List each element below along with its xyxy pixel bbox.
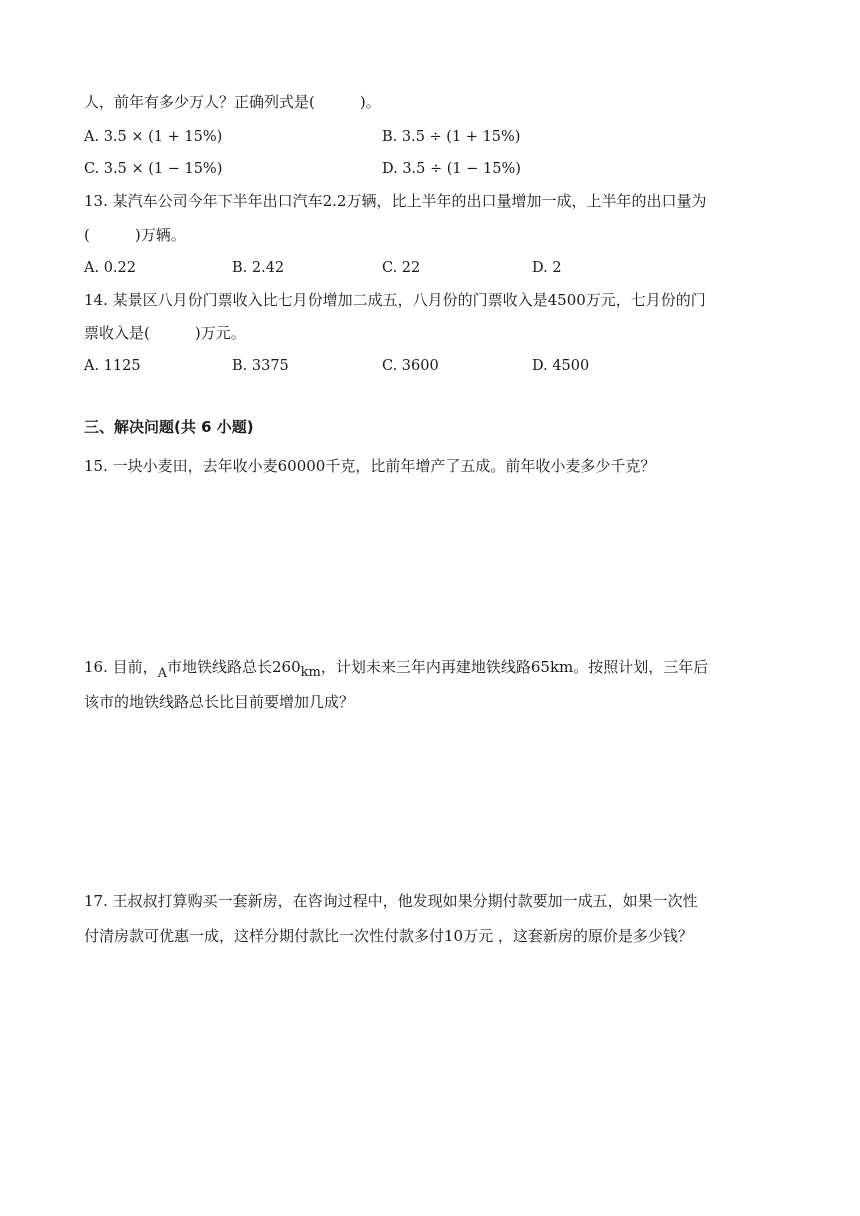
q16-unit: km [300,665,321,680]
q13-stem-line2: ( )万辆。 [84,226,186,244]
q16-mid: 市地铁线路总长260 [167,658,301,676]
q12-stem-tail: 人，前年有多少万人？正确列式是( )。 [84,93,381,111]
q16-stem-line1 [84,657,708,679]
q12-option-b: B. 3.5 ÷ (1 + 15%) [382,129,521,145]
q14-option-c: C. 3600 [382,358,439,374]
q14-stem-line1: 14. 某景区八月份门票收入比七月份增加二成五，八月份的门票收入是4500万元，七月份的门 [84,291,706,309]
q17-stem-line1: 17. 王叔叔打算购买一套新房，在咨询过程中，他发现如果分期付款要加一成五，如果一次性 [84,892,698,910]
q16-suffix: ，计划未来三年内再建地铁线路65km。按照计划，三年后 [320,658,709,676]
q13-option-a: A. 0.22 [84,260,136,276]
q14-option-a: A. 1125 [84,358,141,374]
q13-option-d: D. 2 [532,260,562,276]
q13-option-c: C. 22 [382,260,421,276]
section-heading: 三、解决问题(共 6 小题) [84,418,254,436]
q14-option-d: D. 4500 [532,358,590,374]
q17-stem-line2: 付清房款可优惠一成，这样分期付款比一次性付款多付10万元 ，这套新房的原价是多少钱？ [84,927,693,945]
q14-stem-line2: 票收入是( )万元。 [84,324,246,342]
q13-stem-line1: 13. 某汽车公司今年下半年出口汽车2.2万辆，比上半年的出口量增加一成，上半年的出口量为 [84,192,707,210]
q16-prefix: 16. 目前， [84,658,158,676]
q15-stem: 15. 一块小麦田，去年收小麦60000千克，比前年增产了五成。前年收小麦多少千克？ [84,457,656,475]
q16-stem-line2: 该市的地铁线路总长比目前要增加几成？ [84,693,355,711]
q14-option-b: B. 3375 [232,358,289,374]
q12-option-a: A. 3.5 × (1 + 15%) [84,129,223,145]
q16-city-symbol: A [157,666,168,681]
q12-option-c: C. 3.5 × (1 − 15%) [84,161,223,177]
q12-option-d: D. 3.5 ÷ (1 − 15%) [382,161,521,177]
q13-option-b: B. 2.42 [232,260,285,276]
